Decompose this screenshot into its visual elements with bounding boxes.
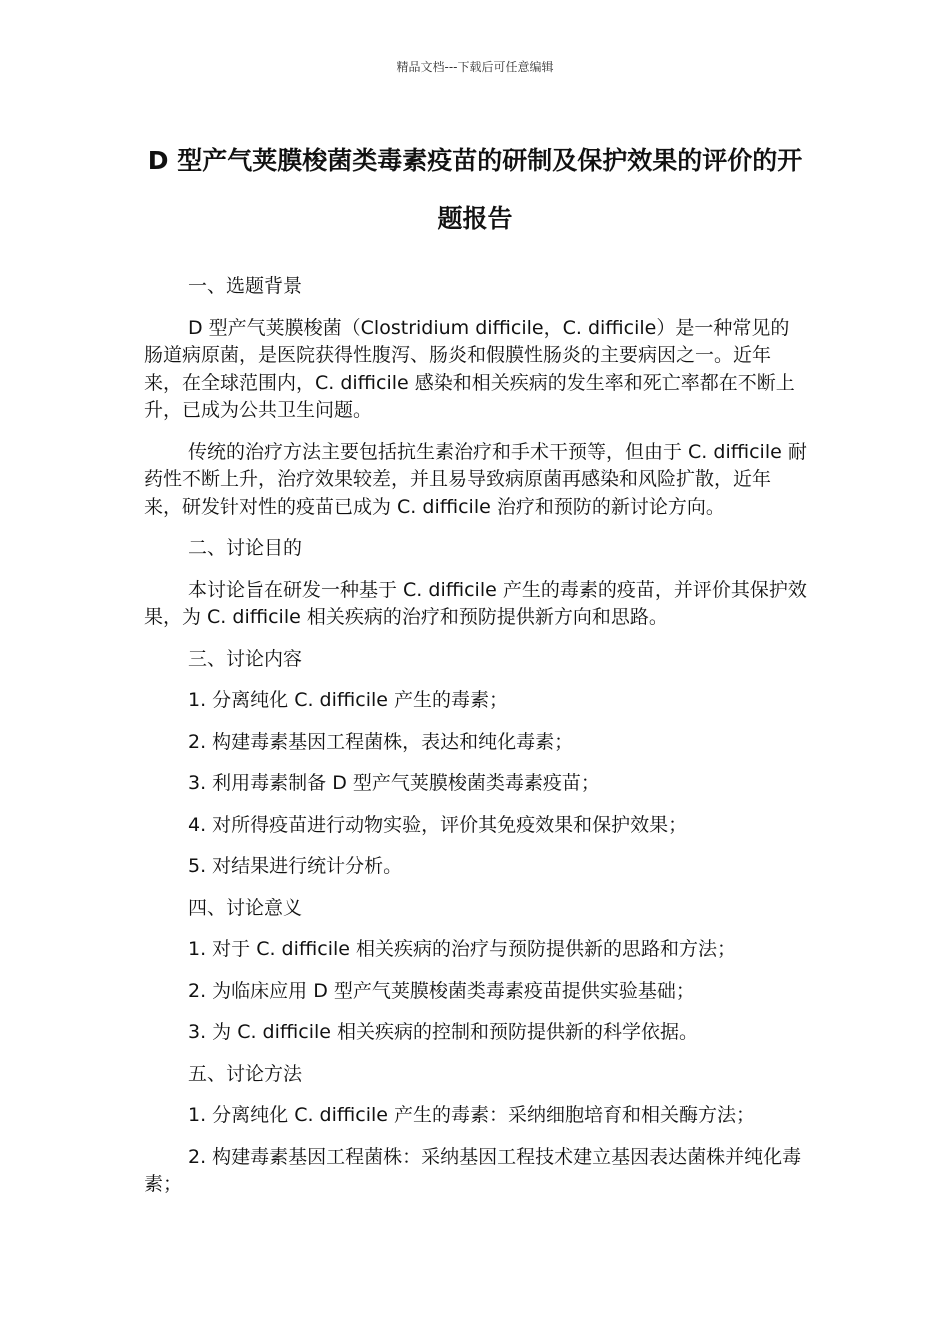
section-heading-content: 三、讨论内容 (188, 647, 303, 670)
background-paragraph-1: D 型产气荚膜梭菌（Clostridium difficile，C. difficile）是一种常见的肠道病原菌，是医院获得性腹泻、肠炎和假膜性肠炎的主要病因之一。近年来，在全球范围内，C. difficile 感染和相关疾病的发生率和死亡率都在不断上升，已成为公共卫生问题。 (144, 316, 795, 421)
section-heading-purpose: 二、讨论目的 (188, 537, 303, 559)
content-list-item: 1. 分离纯化 C. difficile 产生的毒素； (188, 689, 508, 711)
header-note: 精品文档---下载后可任意编辑 (396, 60, 554, 74)
content-list-item: 5. 对结果进行统计分析。 (188, 855, 403, 877)
background-paragraph-2: 传统的治疗方法主要包括抗生素治疗和手术干预等，但由于 C. difficile 耐药性不断上升，治疗效果较差，并且易导致病原菌再感染和风险扩散，近年来，研发针对性的疫苗已成为 C. difficile 治疗和预防的新讨论方向。 (144, 440, 807, 518)
section-heading-methods: 五、讨论方法 (188, 1062, 303, 1085)
significance-list-item: 3. 为 C. difficile 相关疾病的控制和预防提供新的科学依据。 (188, 1021, 698, 1043)
section-heading-significance: 四、讨论意义 (188, 896, 303, 919)
document-body (144, 273, 808, 1213)
purpose-paragraph-1: 本讨论旨在研发一种基于 C. difficile 产生的毒素的疫苗，并评价其保护效果，为 C. difficile 相关疾病的治疗和预防提供新方向和思路。 (144, 578, 807, 628)
significance-list-item: 2. 为临床应用 D 型产气荚膜梭菌类毒素疫苗提供实验基础； (188, 979, 695, 1002)
content-list-item: 4. 对所得疫苗进行动物实验，评价其免疫效果和保护效果； (188, 813, 688, 836)
section-heading-background: 一、选题背景 (188, 275, 303, 297)
content-list-item: 2. 构建毒素基因工程菌株，表达和纯化毒素； (188, 730, 574, 753)
document-title: D 型产气荚膜梭菌类毒素疫苗的研制及保护效果的评价的开题报告 (147, 146, 803, 233)
methods-list-item: 1. 分离纯化 C. difficile 产生的毒素：采纳细胞培育和相关酶方法； (188, 1104, 755, 1126)
methods-list-item: 2. 构建毒素基因工程菌株：采纳基因工程技术建立基因表达菌株并纯化毒素； (144, 1145, 802, 1195)
significance-list-item: 1. 对于 C. difficile 相关疾病的治疗与预防提供新的思路和方法； (188, 938, 736, 960)
content-list-item: 3. 利用毒素制备 D 型产气荚膜梭菌类毒素疫苗； (188, 772, 600, 794)
